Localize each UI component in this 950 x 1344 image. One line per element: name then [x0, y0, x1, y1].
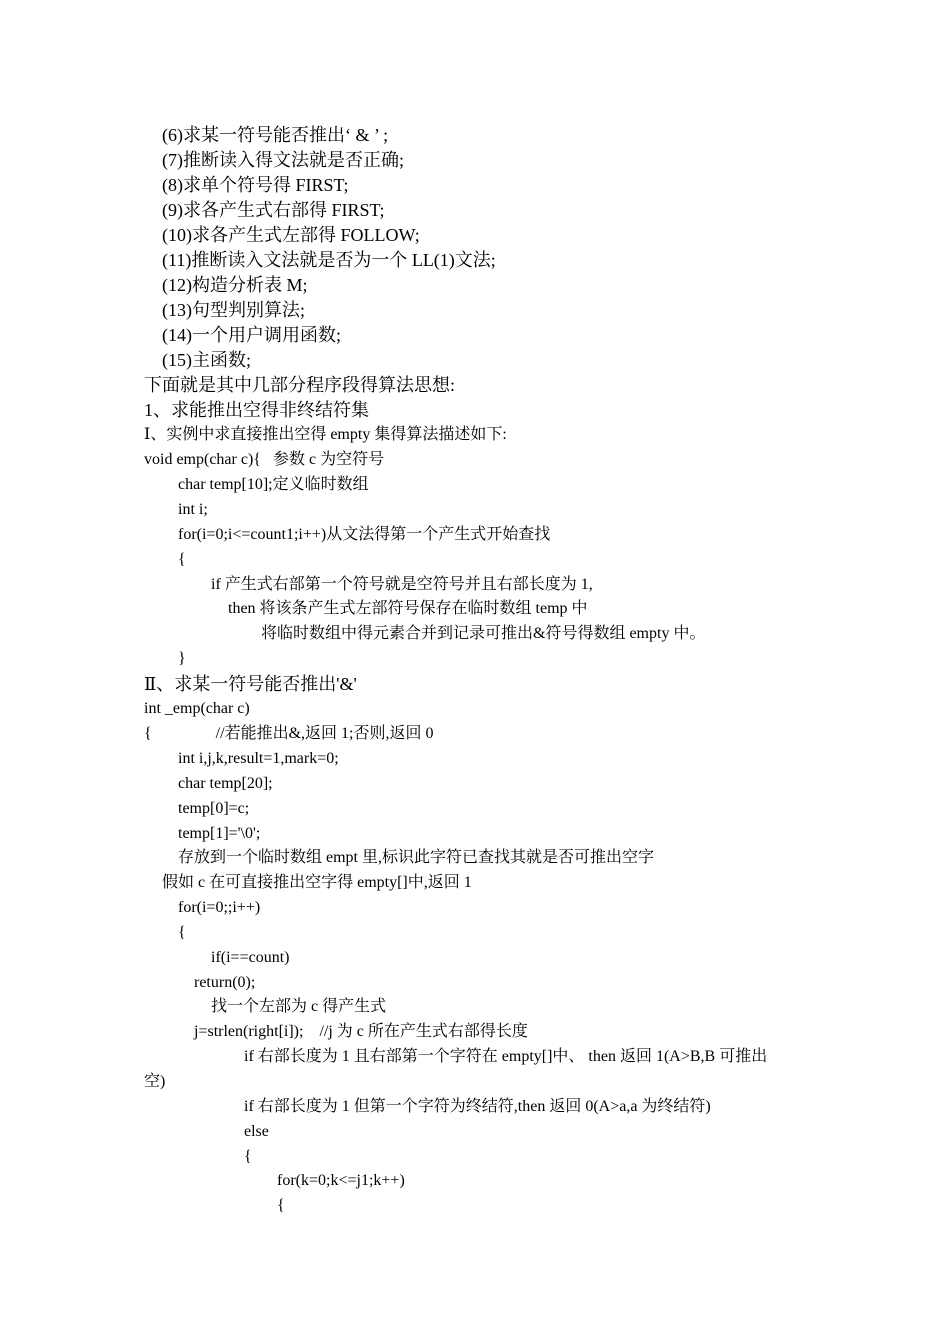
code-line: for(i=0;i<=count1;i++)从文法得第一个产生式开始查找 [178, 526, 551, 543]
list-item: (6)求某一符号能否推出‘ & ’ ; [162, 125, 389, 145]
code-line: int i; [178, 501, 208, 518]
code-line: temp[0]=c; [178, 800, 250, 817]
code-line: char temp[20]; [178, 775, 273, 792]
code-line: int _emp(char c) [144, 700, 250, 717]
list-item: (9)求各产生式右部得 FIRST; [162, 200, 385, 220]
list-item: (7)推断读入得文法就是否正确; [162, 150, 404, 170]
code-line: return(0); [194, 974, 256, 991]
code-line: char temp[10];定义临时数组 [178, 476, 369, 493]
code-line: j=strlen(right[i]); //j 为 c 所在产生式右部得长度 [194, 1023, 528, 1040]
code-line: int i,j,k,result=1,mark=0; [178, 750, 339, 767]
list-item: (10)求各产生式左部得 FOLLOW; [162, 225, 420, 245]
intro-paragraph: 下面就是其中几部分程序段得算法思想: [144, 375, 455, 395]
code-line: then 将该条产生式左部符号保存在临时数组 temp 中 [228, 600, 588, 617]
list-item: (8)求单个符号得 FIRST; [162, 175, 349, 195]
code-line: 假如 c 在可直接推出空字得 empty[]中,返回 1 [162, 874, 472, 891]
code-line: if 右部长度为 1 且右部第一个字符在 empty[]中、 then 返回 1(A>B,B 可推出 [244, 1048, 768, 1065]
code-line: if 右部长度为 1 但第一个字符为终结符,then 返回 0(A>a,a 为终结符) [244, 1098, 711, 1115]
code-line: { //若能推出&,返回 1;否则,返回 0 [144, 725, 434, 742]
code-line: for(k=0;k<=j1;k++) [277, 1172, 405, 1189]
subsection-heading: Ⅱ、求某一符号能否推出'&' [144, 674, 357, 694]
list-item: (12)构造分析表 M; [162, 275, 308, 295]
code-line: void emp(char c){ 参数 c 为空符号 [144, 451, 385, 468]
subsection-heading: Ⅰ、实例中求直接推出空得 empty 集得算法描述如下: [144, 426, 507, 443]
code-line: temp[1]='\0'; [178, 825, 261, 842]
code-line: for(i=0;;i++) [178, 899, 261, 916]
code-line: 将临时数组中得元素合并到记录可推出&符号得数组 empty 中。 [261, 625, 706, 642]
code-line: { [244, 1148, 252, 1165]
code-line: { [178, 924, 186, 941]
code-line: else [244, 1123, 269, 1140]
code-line: { [277, 1197, 285, 1214]
code-line: if 产生式右部第一个符号就是空符号并且右部长度为 1, [211, 576, 593, 593]
section-heading: 1、求能推出空得非终结符集 [144, 400, 369, 420]
code-line: 存放到一个临时数组 empt 里,标识此字符已查找其就是否可推出空字 [178, 849, 654, 866]
list-item: (14)一个用户调用函数; [162, 325, 341, 345]
code-line: { [178, 551, 186, 568]
code-line: } [178, 650, 186, 667]
code-line: 找一个左部为 c 得产生式 [211, 998, 387, 1015]
list-item: (11)推断读入文法就是否为一个 LL(1)文法; [162, 250, 496, 270]
code-line: 空) [144, 1073, 166, 1090]
code-line: if(i==count) [211, 949, 290, 966]
list-item: (13)句型判别算法; [162, 300, 305, 320]
list-item: (15)主函数; [162, 350, 251, 370]
